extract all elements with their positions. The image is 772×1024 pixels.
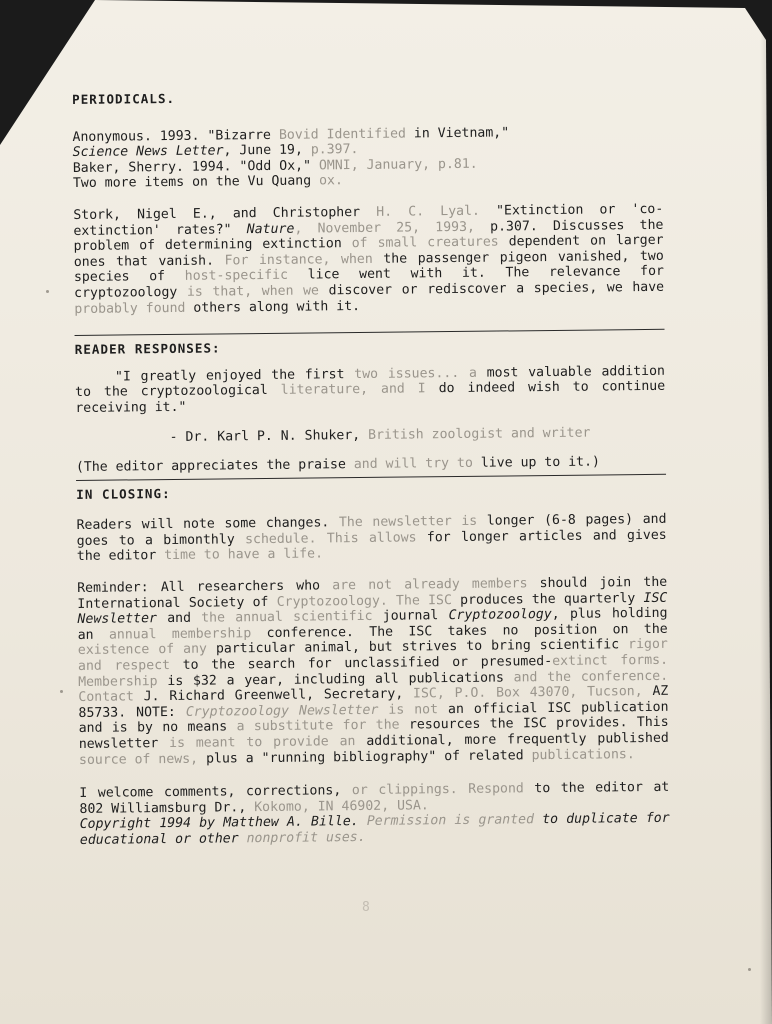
- periodicals-entry-stork: Stork, Nigel E., and Christopher H. C. Lyal. "Extinction or 'co-extinction' rates?" Nature, November 25, 1993, p.307. Discusses the problem of determining extinction of small creatures dependent on larger ones that vanish. For instance, when the passenger pigeon vanished, two species of host-specific lice went with it. The relevance for cryptozoology is that, when we discover or rediscover a species, we have probably found others along with it.: [73, 201, 665, 317]
- periodicals-entry-baker: Baker, Sherry. 1994. "Odd Ox," OMNI, January, p.81.: [72, 156, 478, 176]
- in-closing-heading: IN CLOSING:: [76, 485, 171, 502]
- journal-title: Science News Letter: [72, 143, 224, 161]
- closing-paragraph-changes: Readers will note some changes. The newsletter is longer (6-8 pages) and goes to a bimonthly schedule. This allows for longer articles and gives the editor time to have a life.: [76, 512, 667, 565]
- page-number: 8: [362, 900, 370, 915]
- closing-paragraph-reminder: Reminder: All researchers who are not already members should join the International Society of Cryptozoology. The ISC produces the quarterly ISC Newsletter and the annual scientific journal Cryptozoology, plus holding an annual membership conference. The ISC takes no position on the existence of any particular animal, but strives to bring scientific rigor and respect to the search for unclassified or presumed-extinct forms. Membership is $32 a year, including all publications and the conference. Contact J. Richard Greenwell, Secretary, ISC, P.O. Box 43070, Tucson, AZ 85733. NOTE: Cryptozoology Newsletter is not an official ISC publication and is by no means a substitute for the resources the ISC provides. This newsletter is meant to provide an additional, more frequently published source of news, plus a "running bibliography" of related publications.: [77, 574, 669, 768]
- paper-speck: [46, 290, 49, 293]
- periodicals-heading: PERIODICALS.: [72, 90, 176, 107]
- quote-attribution: - Dr. Karl P. N. Shuker, British zoologist and writer: [169, 425, 591, 445]
- page-edge-shadow: [760, 30, 772, 1024]
- reader-quote: "I greatly enjoyed the first two issues... a most valuable addition to the cryptozoological literature, and I do indeed wish to continue receiving it.": [75, 363, 666, 416]
- paper-speck: [60, 690, 63, 693]
- editor-note: (The editor appreciates the praise and will try to live up to it.): [75, 454, 601, 476]
- closing-paragraph-contact: I welcome comments, corrections, or clippings. Respond to the editor at 802 Williamsburg Dr., Kokomo, IN 46902, USA.: [79, 779, 670, 817]
- periodicals-entry-anonymous: Anonymous. 1993. "Bizarre Bovid Identified in Vietnam," Science News Letter, June 19, p.397.: [72, 125, 510, 161]
- copyright-notice: Copyright 1994 by Matthew A. Bille. Permission is granted to duplicate for educational or other nonprofit uses.: [79, 811, 670, 848]
- paper-speck: [748, 968, 751, 971]
- newsletter-page: [72, 86, 670, 849]
- periodicals-entry-baker-note: Two more items on the Vu Quang ox.: [72, 173, 343, 192]
- reader-responses-heading: READER RESPONSES:: [74, 340, 221, 358]
